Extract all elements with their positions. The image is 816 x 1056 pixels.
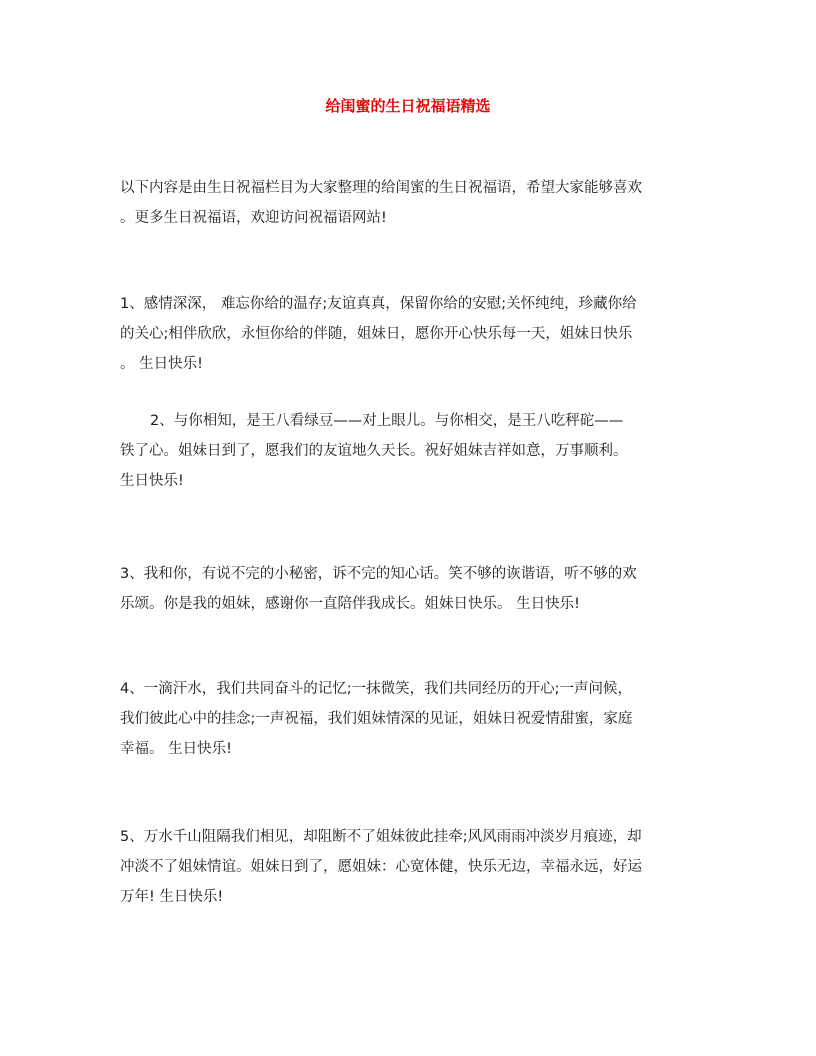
wish-line: 5、万水千山阻隔我们相见，却阻断不了姐妹彼此挂牵;风风雨雨冲淡岁月痕迹，却 (120, 829, 642, 845)
wish-line: 4、一滴汗水，我们共同奋斗的记忆;一抹微笑，我们共同经历的开心;一声问候， (120, 681, 632, 697)
wish-line: 2、与你相知，是王八看绿豆——对上眼儿。与你相交，是王八吃秤砣—— (150, 413, 624, 429)
wish-line: 我们彼此心中的挂念;一声祝福，我们姐妹情深的见证，姐妹日祝爱情甜蜜，家庭 (120, 711, 633, 727)
intro-line: 。更多生日祝福语，欢迎访问祝福语网站! (120, 210, 387, 226)
wish-line: 1、感情深深， 难忘你给的温存;友谊真真，保留你给的安慰;关怀纯纯，珍藏你给 (120, 296, 637, 312)
intro-line: 以下内容是由生日祝福栏目为大家整理的给闺蜜的生日祝福语，希望大家能够喜欢 (120, 180, 642, 196)
wish-item-1 (120, 289, 637, 379)
intro-paragraph (120, 173, 642, 233)
wish-item-5 (120, 822, 642, 912)
wish-line: 生日快乐! (120, 473, 184, 489)
wish-line: 的关心;相伴欣欣，永恒你给的伴随，姐妹日，愿你开心快乐每一天，姐妹日快乐 (120, 326, 633, 342)
wish-item-4 (120, 674, 632, 764)
wish-item-2 (120, 406, 628, 496)
wish-line: 铁了心。姐妹日到了，愿我们的友谊地久天长。祝好姐妹吉祥如意，万事顺利。 (120, 443, 628, 459)
wish-line: 幸福。 生日快乐! (120, 741, 232, 757)
document-title: 给闺蜜的生日祝福语精选 (325, 97, 491, 115)
wish-line: 乐颂。你是我的姐妹，感谢你一直陪伴我成长。姐妹日快乐。 生日快乐! (120, 596, 580, 612)
wish-line: 3、我和你，有说不完的小秘密，诉不完的知心话。笑不够的诙谐语，听不够的欢 (120, 566, 637, 582)
wish-line: 。 生日快乐! (120, 356, 203, 372)
wish-line: 冲淡不了姐妹情谊。姐妹日到了，愿姐妹：心宽体健，快乐无边，幸福永远，好运 (120, 859, 642, 875)
wish-item-3 (120, 559, 637, 619)
wish-line: 万年! 生日快乐! (120, 889, 224, 905)
